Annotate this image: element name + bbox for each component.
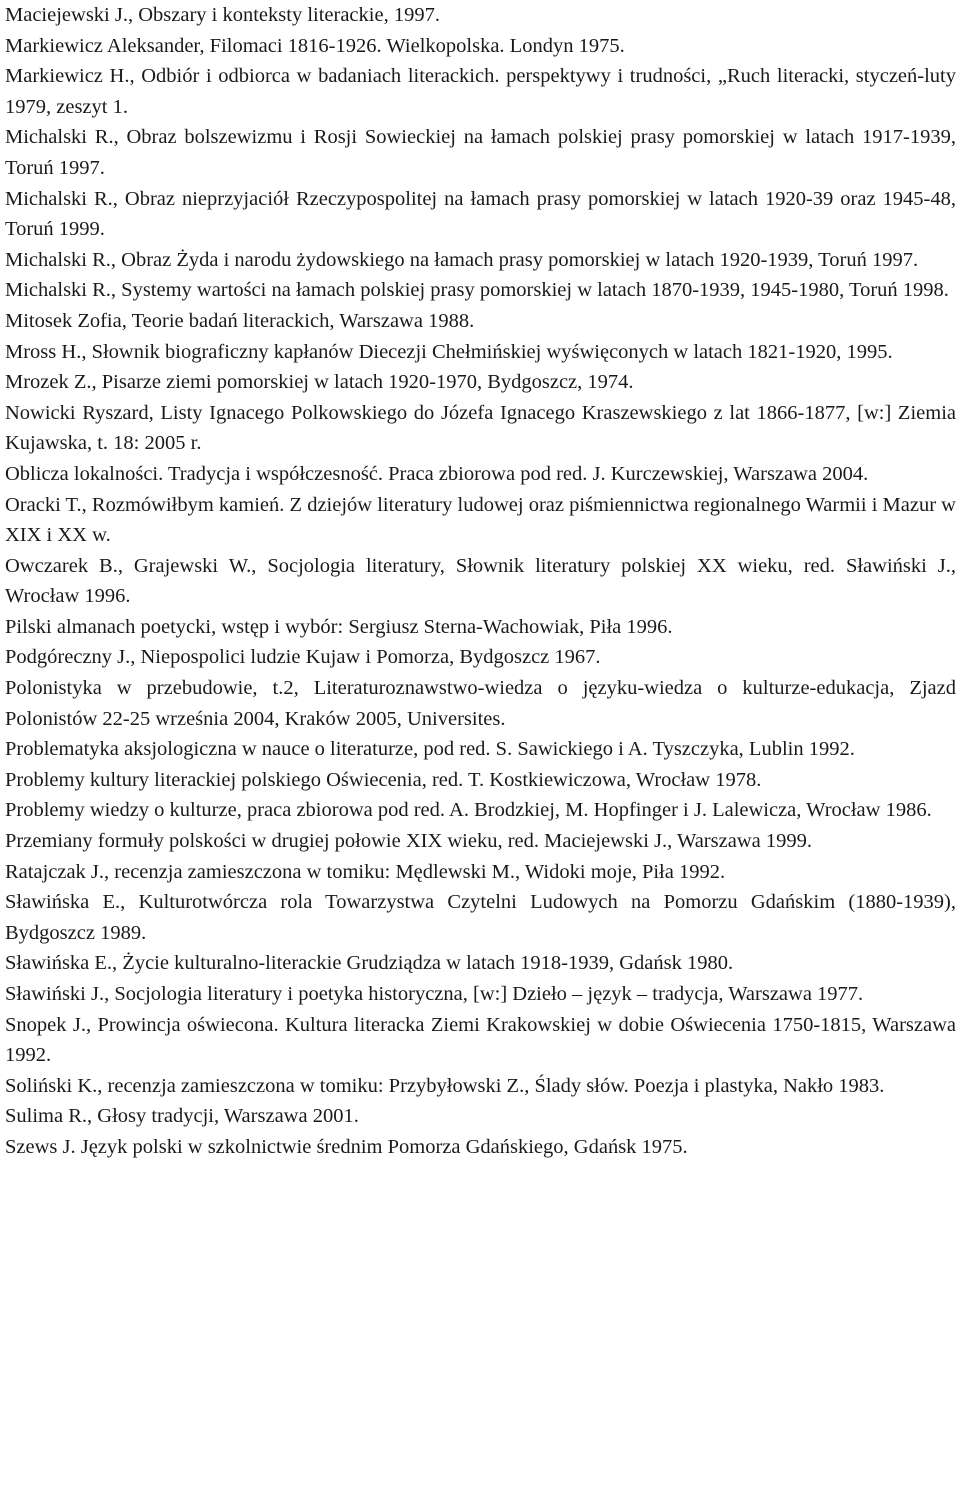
bibliography-entry: Oracki T., Rozmówiłbym kamień. Z dziejów literatury ludowej oraz piśmiennictwa regionalnego Warmii i Mazur w XIX i XX w. [5,493,956,547]
bibliography-entry: Michalski R., Obraz bolszewizmu i Rosji Sowieckiej na łamach polskiej prasy pomorskiej w latach 1917-1939, Toruń 1997. [5,126,956,179]
bibliography-entry: Michalski R., Obraz nieprzyjaciół Rzeczypospolitej na łamach prasy pomorskiej w latach 1920-39 oraz 1945-48, Toruń 1999. [5,187,956,241]
bibliography-entry: Problemy wiedzy o kulturze, praca zbiorowa pod red. A. Brodzkiej, M. Hopfinger i J. Lalewicza, Wrocław 1986. [5,799,932,822]
bibliography-entry: Snopek J., Prowincja oświecona. Kultura literacka Ziemi Krakowskiej w dobie Oświecenia 1750-1815, Warszawa 1992. [5,1013,956,1067]
bibliography-entry: Sławiński J., Socjologia literatury i poetyka historyczna, [w:] Dzieło – język – tradycja, Warszawa 1977. [5,983,864,1005]
bibliography-entry: Mrozek Z., Pisarze ziemi pomorskiej w latach 1920-1970, Bydgoszcz, 1974. [5,371,634,394]
bibliography-entry: Soliński K., recenzja zamieszczona w tomiku: Przybyłowski Z., Ślady słów. Poezja i plastyka, Nakło 1983. [5,1074,885,1097]
bibliography-entry: Sulima R., Głosy tradycji, Warszawa 2001. [5,1105,359,1128]
bibliography-entry: Owczarek B., Grajewski W., Socjologia literatury, Słownik literatury polskiej XX wieku, red. Sławiński J., Wrocław 1996. [5,554,956,608]
bibliography-entry: Nowicki Ryszard, Listy Ignacego Polkowskiego do Józefa Ignacego Kraszewskiego z lat 1866-1877, [w:] Ziemia Kujawska, t. 18: 2005 r. [5,401,956,455]
bibliography-entry: Sławińska E., Życie kulturalno-literackie Grudziądza w latach 1918-1939, Gdańsk 1980. [5,952,734,975]
bibliography-entry: Pilski almanach poetycki, wstęp i wybór: Sergiusz Sterna-Wachowiak, Piła 1996. [5,615,673,638]
bibliography-list [5,0,956,1163]
bibliography-entry: Problematyka aksjologiczna w nauce o literaturze, pod red. S. Sawickiego i A. Tyszczyka, Lublin 1992. [5,738,855,761]
bibliography-entry: Przemiany formuły polskości w drugiej połowie XIX wieku, red. Maciejewski J., Warszawa 1999. [5,830,812,853]
bibliography-entry: Polonistyka w przebudowie, t.2, Literaturoznawstwo-wiedza o języku-wiedza o kulturze-edukacja, Zjazd Polonistów 22-25 września 2004, Kraków 2005, Universites. [5,677,956,730]
bibliography-entry: Szews J. Język polski w szkolnictwie średnim Pomorza Gdańskiego, Gdańsk 1975. [5,1135,688,1158]
bibliography-entry: Markiewicz Aleksander, Filomaci 1816-1926. Wielkopolska. Londyn 1975. [5,34,625,57]
bibliography-entry: Sławińska E., Kulturotwórcza rola Towarzystwa Czytelni Ludowych na Pomorzu Gdańskim (1880-1939), Bydgoszcz 1989. [5,891,956,944]
bibliography-entry: Podgóreczny J., Niepospolici ludzie Kujaw i Pomorza, Bydgoszcz 1967. [5,646,601,669]
bibliography-entry: Oblicza lokalności. Tradycja i współczesność. Praca zbiorowa pod red. J. Kurczewskiej, Warszawa 2004. [5,462,869,485]
bibliography-entry: Markiewicz H., Odbiór i odbiorca w badaniach literackich. perspektywy i trudności, „Ruch literacki, styczeń-luty 1979, zeszyt 1. [5,65,956,118]
bibliography-entry: Mitosek Zofia, Teorie badań literackich, Warszawa 1988. [5,309,475,332]
bibliography-entry: Michalski R., Obraz Żyda i narodu żydowskiego na łamach prasy pomorskiej w latach 1920-1939, Toruń 1997. [5,248,919,271]
bibliography-entry: Ratajczak J., recenzja zamieszczona w tomiku: Mędlewski M., Widoki moje, Piła 1992. [5,860,726,883]
bibliography-entry: Maciejewski J., Obszary i konteksty literackie, 1997. [5,4,440,26]
bibliography-entry: Mross H., Słownik biograficzny kapłanów Diecezji Chełmińskiej wyświęconych w latach 1821-1920, 1995. [5,340,893,363]
bibliography-entry: Problemy kultury literackiej polskiego Oświecenia, red. T. Kostkiewiczowa, Wrocław 1978. [5,768,762,791]
bibliography-entry: Michalski R., Systemy wartości na łamach polskiej prasy pomorskiej w latach 1870-1939, 1945-1980, Toruń 1998. [5,279,949,302]
